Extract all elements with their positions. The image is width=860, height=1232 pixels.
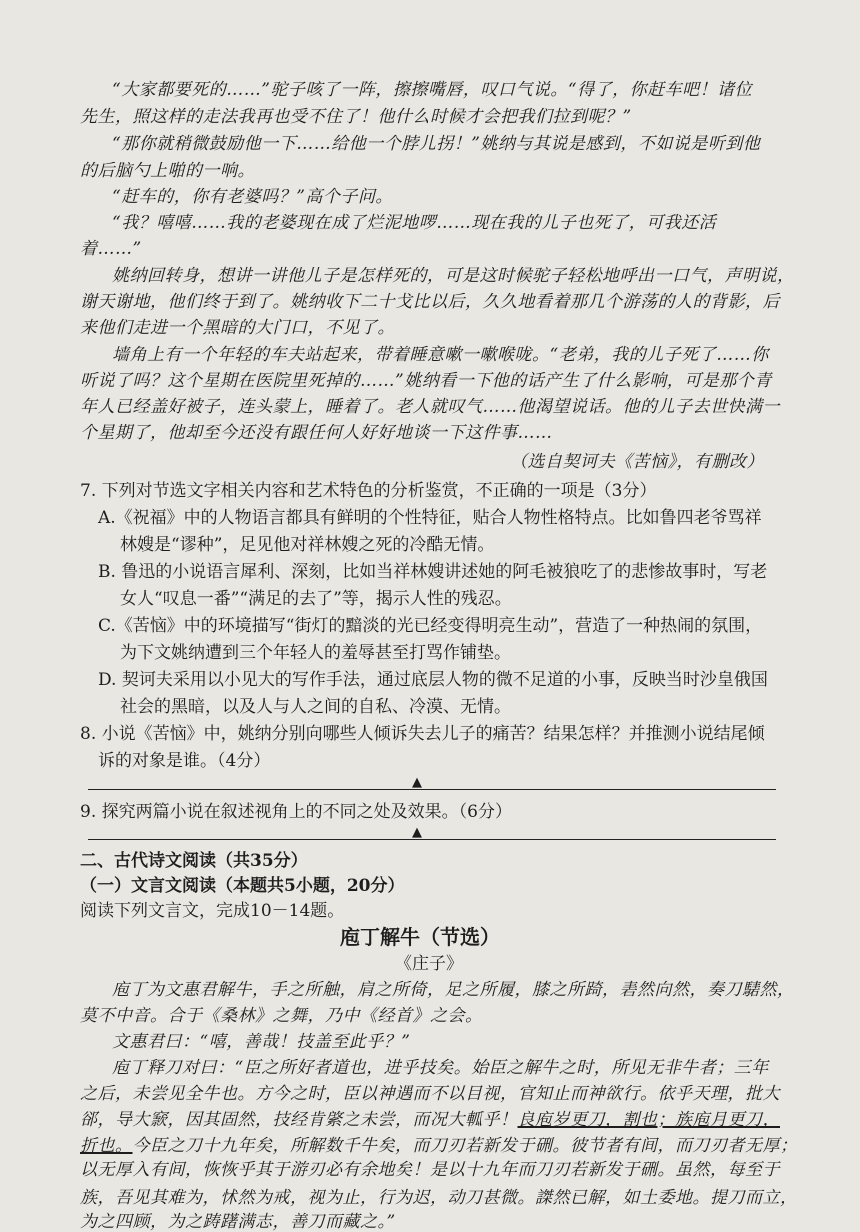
subsection-heading: （一）文言文阅读（本题共5小题，20分）: [80, 876, 405, 896]
passage-line: 族，吾见其难为，怵然为戒，视为止，行为迟，动刀甚微。謋然已解，如土委地。提刀而立，: [80, 1188, 798, 1208]
story-line: “大家都要死的……”驼子咳了一阵，擦擦嘴唇，叹口气说。“得了，你赶车吧！诸位: [112, 80, 753, 100]
question-9: 9. 探究两篇小说在叙述视角上的不同之处及效果。（6分）: [80, 802, 512, 822]
passage-line: 文惠君曰：“嘻，善哉！技盖至此乎？”: [112, 1032, 411, 1052]
story-line: 姚纳回转身，想讲一讲他儿子是怎样死的，可是这时候驼子轻松地呼出一口气，声明说，: [112, 266, 795, 286]
story-line: 谢天谢地，他们终于到了。姚纳收下二十戈比以后，久久地看着那几个游荡的人的背影，后: [80, 292, 780, 312]
option-c-line2: 为下文姚纳遭到三个年轻人的羞辱甚至打骂作铺垫。: [120, 643, 511, 663]
story-line: 来他们走进一个黑暗的大门口，不见了。: [80, 318, 395, 338]
story-line: “我？嘻嘻……我的老婆现在成了烂泥地啰……现在我的儿子也死了，可我还活: [112, 213, 717, 233]
story-line: 着……”: [80, 239, 142, 259]
source-citation: （选自契诃夫《苦恼》，有删改）: [510, 452, 764, 472]
story-line: 年人已经盖好被子，连头蒙上，睡着了。老人就叹气……他渴望说话。他的儿子去世快满一: [80, 397, 780, 417]
underlined-sentence: 良庖岁更刀，割也；族庖月更刀，: [517, 1110, 780, 1130]
passage-author: 《庄子》: [395, 954, 463, 974]
passage-segment: 郤，导大窾，因其固然，技经肯綮之未尝，而况大軱乎！: [80, 1110, 518, 1130]
story-line: 听说了吗？这个星期在医院里死掉的……”姚纳看一下他的话产生了什么影响，可是那个青: [80, 371, 772, 391]
passage-title: 庖丁解牛（节选）: [340, 925, 500, 949]
passage-line: 以无厚入有间，恢恢乎其于游刃必有余地矣！是以十九年而刀刃若新发于硎。虽然，每至于: [80, 1160, 780, 1180]
option-d-line1: D. 契诃夫采用以小见大的写作手法，通过底层人物的微不足道的小事，反映当时沙皇俄国: [98, 670, 768, 690]
story-line: 个星期了，他却至今还没有跟任何人好好地谈一下这件事……: [80, 423, 553, 443]
answer-line: [88, 789, 776, 790]
passage-line: 庖丁释刀对曰：“臣之所好者道也，进乎技矣。始臣之解牛之时，所见无非牛者；三年: [112, 1058, 769, 1078]
story-line: “那你就稍微鼓励他一下……给他一个脖儿拐！”姚纳与其说是感到，不如说是听到他: [112, 134, 761, 154]
passage-line: 庖丁为文惠君解牛，手之所触，肩之所倚，足之所履，膝之所踦，砉然向然，奏刀騞然，: [112, 980, 795, 1000]
passage-line: 为之四顾，为之踌躇满志，善刀而藏之。”: [80, 1212, 396, 1232]
option-d-line2: 社会的黑暗，以及人与人之间的自私、冷漠、无情。: [120, 697, 511, 717]
option-a-line1: A.《祝福》中的人物语言都具有鲜明的个性特征，贴合人物性格特点。比如鲁四老爷骂祥: [98, 508, 762, 528]
question-8-line1: 8. 小说《苦恼》中，姚纳分别向哪些人倾诉失去儿子的痛苦？结果怎样？并推测小说结尾倾: [80, 724, 765, 744]
answer-triangle-marker: ▲: [412, 825, 422, 840]
option-c-line1: C.《苦恼》中的环境描写“街灯的黯淡的光已经变得明亮生动”，营造了一种热闹的氛围，: [98, 616, 763, 636]
story-line: 墙角上有一个年轻的车夫站起来，带着睡意嗽一嗽喉咙。“老弟，我的儿子死了……你: [112, 345, 769, 365]
story-line: 先生，照这样的走法我再也受不住了！他什么时候才会把我们拉到呢？”: [80, 107, 632, 127]
answer-line: [88, 839, 776, 840]
question-7-stem: 7. 下列对节选文字相关内容和艺术特色的分析鉴赏，不正确的一项是（3分）: [80, 481, 657, 501]
story-line: 的后脑勺上啪的一响。: [80, 161, 255, 181]
passage-segment: 今臣之刀十九年矣，所解数千牛矣，而刀刃若新发于硎。彼节者有间，而刀刃者无厚；: [132, 1136, 798, 1156]
question-8-line2: 诉的对象是谁。（4分）: [98, 751, 271, 771]
answer-triangle-marker: ▲: [412, 775, 422, 790]
passage-line: [80, 1110, 780, 1130]
option-a-line2: 林嫂是“谬种”，足见他对祥林嫂之死的冷酷无情。: [120, 535, 495, 555]
passage-line: [80, 1136, 798, 1156]
option-b-line1: B. 鲁迅的小说语言犀利、深刻，比如当祥林嫂讲述她的阿毛被狼吃了的悲惨故事时，写老: [98, 562, 768, 582]
underlined-sentence: 折也。: [80, 1136, 133, 1156]
passage-line: 之后，未尝见全牛也。方今之时，臣以神遇而不以目视，官知止而神欲行。依乎天理，批大: [80, 1084, 780, 1104]
section-heading: 二、古代诗文阅读（共35分）: [80, 851, 308, 871]
option-b-line2: 女人“叹息一番”“满足的去了”等，揭示人性的残忍。: [120, 589, 512, 609]
story-line: “赶车的，你有老婆吗？”高个子问。: [112, 187, 393, 207]
reading-instruction: 阅读下列文言文，完成10－14题。: [80, 901, 345, 921]
passage-line: 莫不中音。合于《桑林》之舞，乃中《经首》之会。: [80, 1006, 483, 1026]
